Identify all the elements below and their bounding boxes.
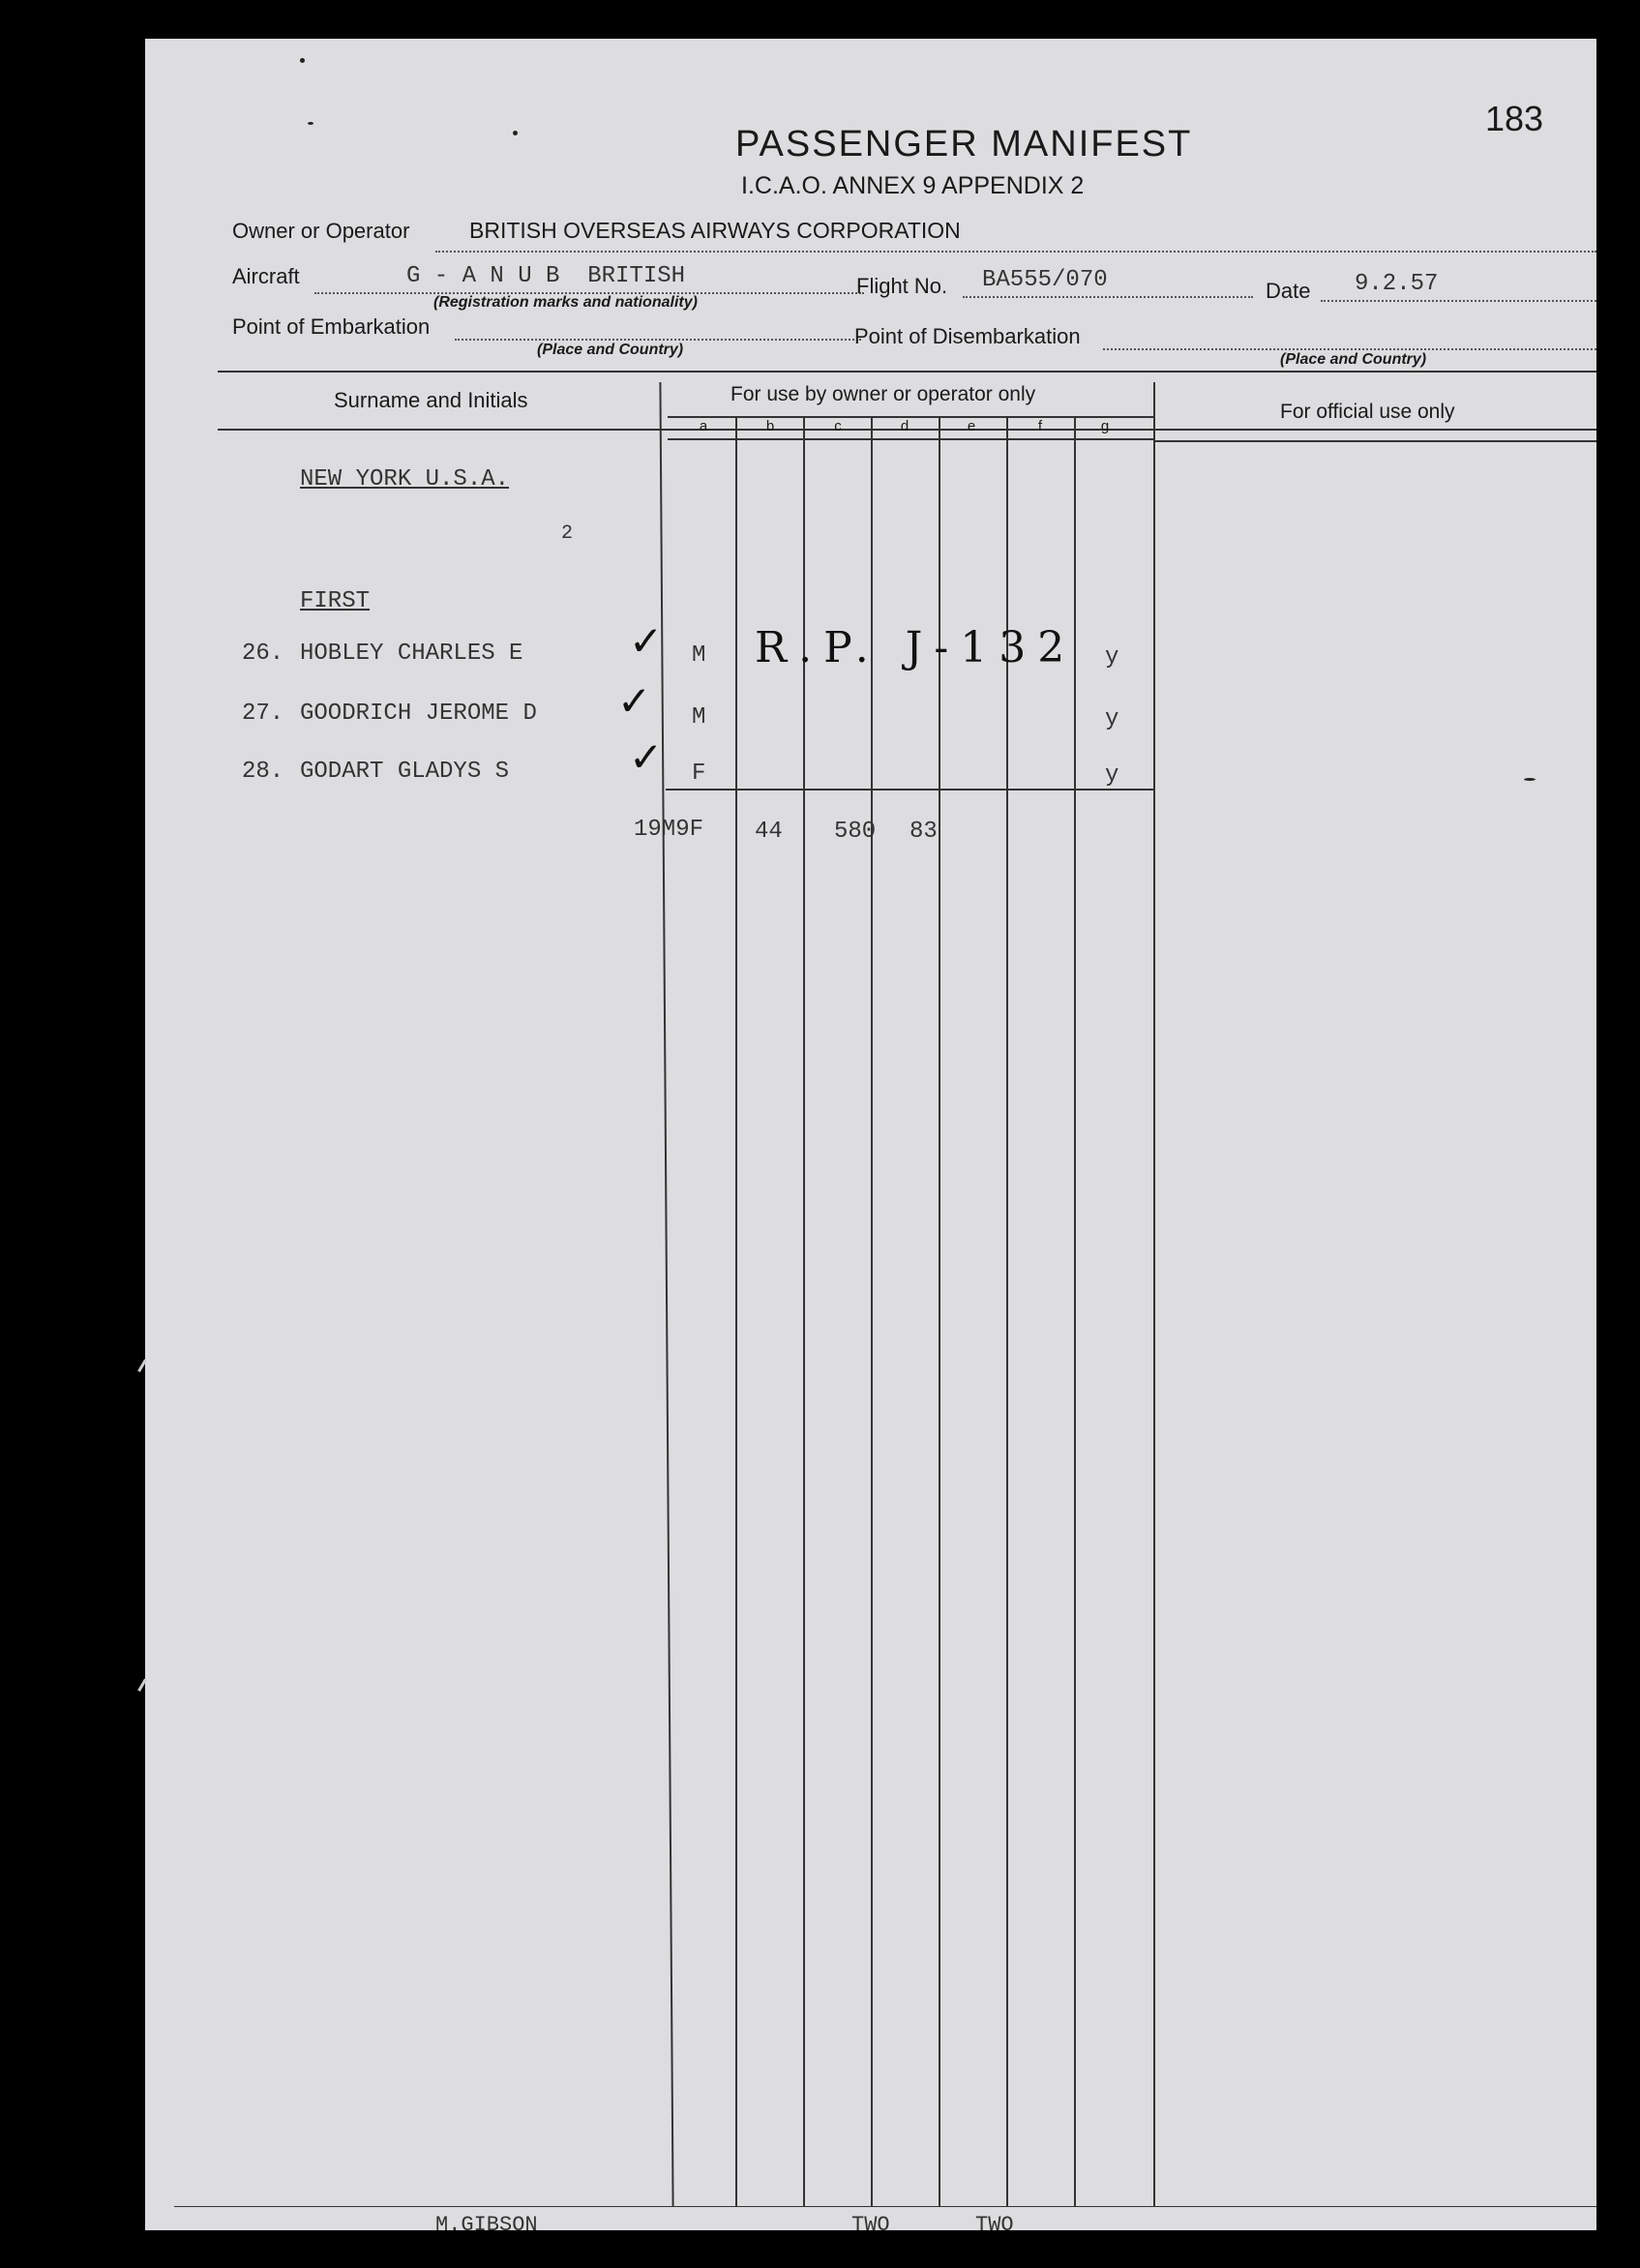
total-a: 19M9F <box>634 817 704 843</box>
margin-mark: 2 <box>561 522 574 545</box>
passenger-col-g: y <box>1105 762 1119 789</box>
aircraft-note: (Registration marks and nationality) <box>433 294 698 311</box>
official-header-bottom-line <box>1153 440 1596 442</box>
ink-speck <box>308 122 313 125</box>
row-number: 28. <box>242 759 284 785</box>
ink-speck <box>300 58 305 63</box>
ink-speck <box>1524 778 1536 781</box>
passenger-col-g: y <box>1105 644 1119 671</box>
official-column-header: For official use only <box>1280 401 1455 423</box>
document-title: PASSENGER MANIFEST <box>735 124 1193 164</box>
passenger-name: HOBLEY CHARLES E <box>300 641 523 667</box>
page-number: 183 <box>1485 99 1544 138</box>
class-heading: FIRST <box>300 588 371 614</box>
table-top-line <box>218 371 1596 373</box>
embark-note: (Place and Country) <box>537 342 684 358</box>
column-line-e <box>1006 416 1008 2206</box>
subcolumn-f: f <box>1037 418 1043 434</box>
owner-column-header: For use by owner or operator only <box>731 383 1036 405</box>
column-line-a <box>735 416 737 2206</box>
footer-right: TWO <box>975 2213 1014 2230</box>
destination-heading: NEW YORK U.S.A. <box>300 466 510 492</box>
passenger-name: GODART GLADYS S <box>300 759 510 785</box>
row-number: 26. <box>242 641 284 667</box>
footer-line <box>174 2206 1596 2207</box>
passenger-sex: F <box>692 761 706 787</box>
document-subtitle: I.C.A.O. ANNEX 9 APPENDIX 2 <box>741 172 1085 199</box>
embark-label: Point of Embarkation <box>232 314 431 339</box>
row-number: 27. <box>242 701 284 727</box>
subcolumn-c: c <box>834 418 842 434</box>
totals-line <box>666 789 1153 791</box>
subcolumn-a: a <box>699 418 708 434</box>
date-dotted-line <box>1321 300 1596 302</box>
owner-label: Owner or Operator <box>232 219 410 243</box>
passenger-col-g: y <box>1105 706 1119 732</box>
date-value: 9.2.57 <box>1355 271 1439 297</box>
flight-value: BA555/070 <box>982 267 1108 293</box>
subcolumn-d: d <box>900 418 909 434</box>
column-line-g <box>1153 382 1155 2206</box>
subcolumn-b: b <box>765 418 775 434</box>
passenger-sex: M <box>692 704 706 731</box>
passenger-name: GOODRICH JEROME D <box>300 701 537 727</box>
check-mark-icon: ✓ <box>617 677 652 725</box>
total-b: 44 <box>755 819 783 845</box>
disembark-note: (Place and Country) <box>1280 351 1427 368</box>
flight-dotted-line <box>963 296 1253 298</box>
aircraft-label: Aircraft <box>232 264 300 288</box>
subcolumn-g: g <box>1100 418 1110 434</box>
column-line-c <box>871 416 873 2206</box>
total-c: 580 <box>834 819 877 845</box>
footer-left: TWO <box>851 2213 890 2230</box>
column-line-b <box>803 416 805 2206</box>
embark-dotted-line <box>455 339 861 341</box>
manifest-sheet <box>145 39 1596 2230</box>
handwritten-note: R.P. J-132 <box>755 623 1077 672</box>
ink-speck <box>513 131 518 135</box>
check-mark-icon: ✓ <box>629 617 664 665</box>
column-line-d <box>939 416 940 2206</box>
total-d: 83 <box>909 819 938 845</box>
owner-value: BRITISH OVERSEAS AIRWAYS CORPORATION <box>469 218 961 243</box>
footer-name: M.GIBSON <box>435 2213 538 2230</box>
date-label: Date <box>1266 279 1311 303</box>
subcolumn-header-bottom-line <box>668 438 1153 440</box>
column-line-f <box>1074 416 1076 2206</box>
flight-label: Flight No. <box>856 274 948 298</box>
passenger-sex: M <box>692 642 706 669</box>
disembark-label: Point of Disembarkation <box>854 324 1081 348</box>
aircraft-value: G - A N U B BRITISH <box>406 263 686 289</box>
surname-column-header: Surname and Initials <box>334 388 528 412</box>
owner-dotted-line <box>435 251 1596 253</box>
subcolumn-e: e <box>967 418 976 434</box>
disembark-dotted-line <box>1103 348 1596 350</box>
check-mark-icon: ✓ <box>629 733 664 781</box>
